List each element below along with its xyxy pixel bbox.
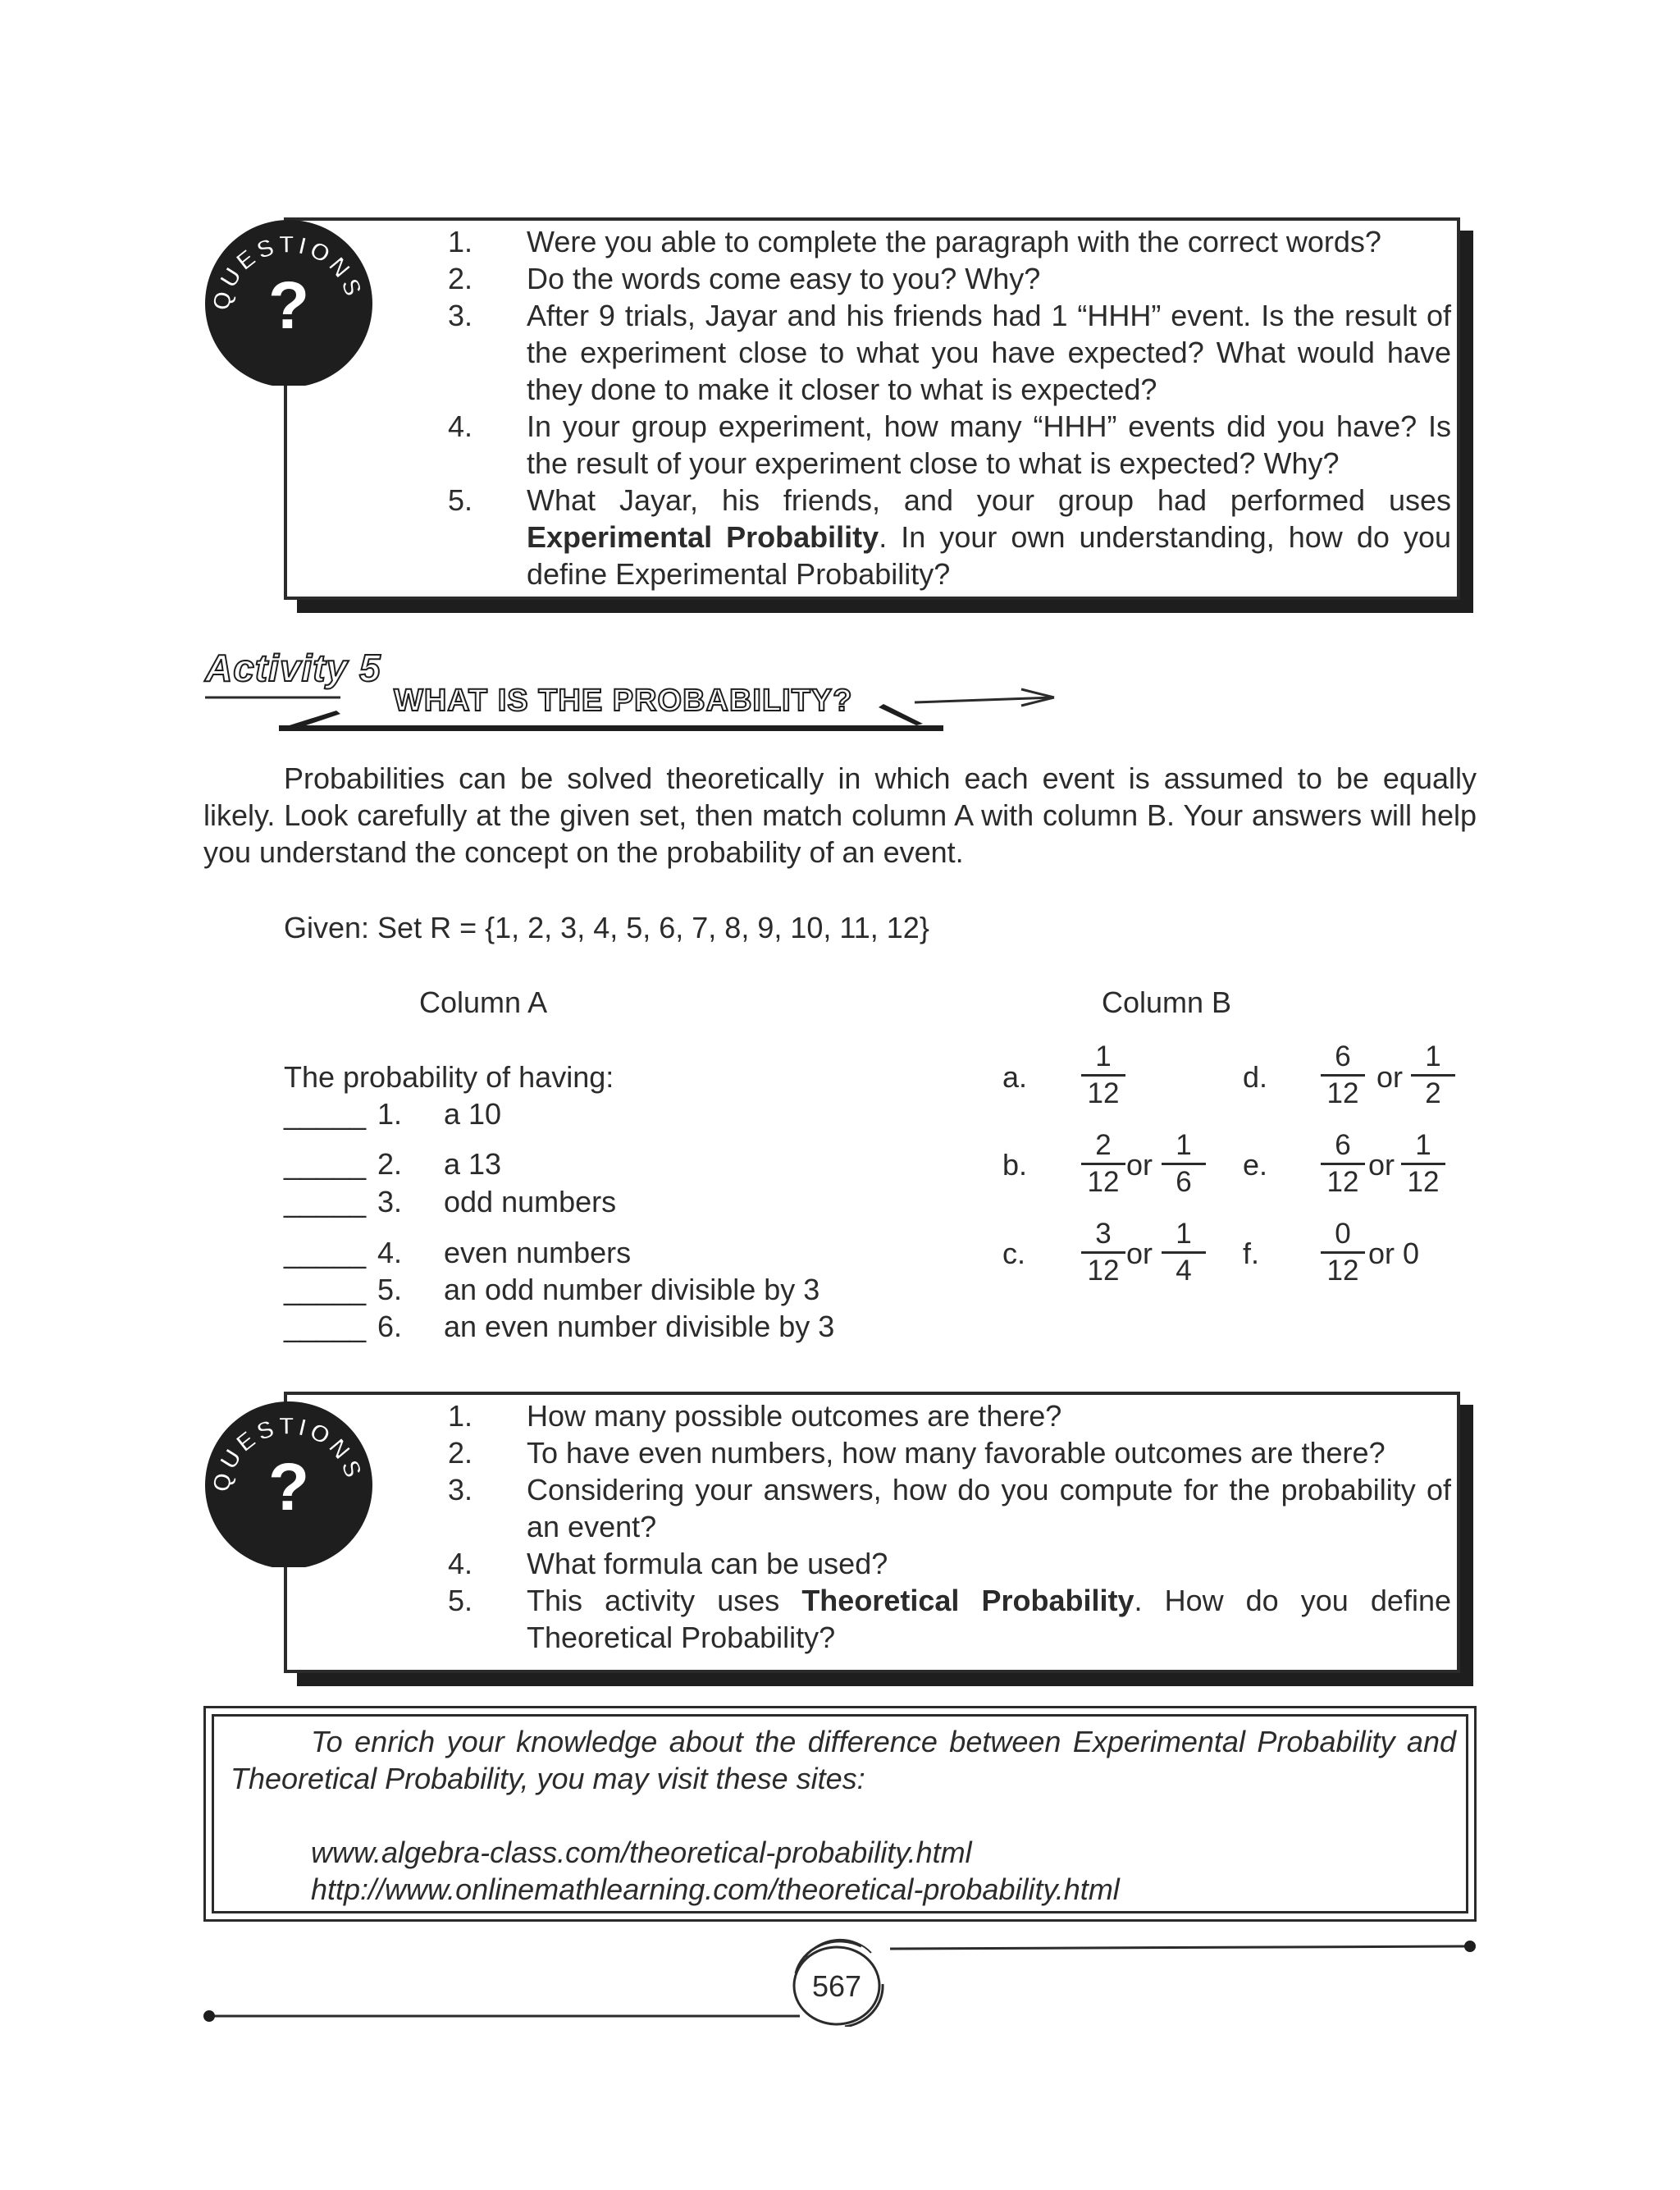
answer-blank[interactable]: _____: [284, 1147, 367, 1181]
fraction: 3 12: [1081, 1218, 1125, 1287]
svg-text:QUESTIONS: QUESTIONS: [208, 231, 368, 313]
question-item: 3. After 9 trials, Jayar and his friends had 1 “HHH” event. Is the result of the experiment close to what you have expected? What would have they done to make it closer to what is expected?: [448, 299, 1451, 406]
activity-title: WHAT IS THE PROBABILITY?: [394, 684, 853, 718]
question-item: 4. In your group experiment, how many “HHH” events did you have? Is the result of your experiment close to what is expected? Why?: [448, 409, 1451, 480]
question-item: 1. Were you able to complete the paragraph with the correct words?: [448, 225, 1381, 258]
enrichment-box: [203, 1706, 1477, 1922]
question-item: 2. To have even numbers, how many favorable outcomes are there?: [448, 1436, 1386, 1470]
answer-blank[interactable]: _____: [284, 1185, 367, 1218]
given-set: Given: Set R = {1, 2, 3, 4, 5, 6, 7, 8, 9, 10, 11, 12}: [284, 911, 929, 944]
svg-text:?: ?: [267, 268, 310, 343]
questions-box-1: [284, 217, 1460, 600]
fraction: 6 12: [1321, 1040, 1365, 1110]
svg-text:QUESTIONS: QUESTIONS: [208, 1412, 368, 1495]
answer-blank[interactable]: _____: [284, 1310, 367, 1343]
fraction: 1 4: [1162, 1218, 1206, 1287]
link-algebra-class[interactable]: www.algebra-class.com/theoretical-probability.html: [311, 1836, 972, 1869]
svg-text:?: ?: [267, 1450, 310, 1525]
question-item: 1. How many possible outcomes are there?: [448, 1399, 1062, 1433]
column-a-lead: The probability of having:: [284, 1060, 614, 1094]
question-item: 3. Considering your answers, how do you compute for the probability of an event?: [448, 1473, 1451, 1543]
question-item: 5. What Jayar, his friends, and your group had performed uses Experimental Probability. In your own understanding, how do you define Experimental Probability?: [448, 483, 1452, 591]
answer-blank[interactable]: _____: [284, 1273, 367, 1306]
question-item: 5. This activity uses Theoretical Probability. How do you define Theoretical Probability?: [448, 1584, 1451, 1654]
activity-header-decoration: [201, 688, 1062, 737]
questions-badge-icon: [197, 205, 377, 386]
question-list-2: [287, 1397, 1457, 1656]
link-onlinemathlearning[interactable]: http://www.onlinemathlearning.com/theoretical-probability.html: [311, 1872, 1120, 1906]
activity-label: Activity 5: [205, 647, 381, 689]
questions-badge-icon: [197, 1387, 377, 1567]
term-experimental-probability: Experimental Probability: [527, 520, 879, 554]
fraction: 1 12: [1401, 1129, 1445, 1199]
answer-blank[interactable]: _____: [284, 1236, 367, 1269]
question-item: 4. What formula can be used?: [448, 1547, 888, 1580]
fraction: 0 12: [1321, 1218, 1365, 1287]
fraction: 1 6: [1162, 1129, 1206, 1199]
enrichment-text: To enrich your knowledge about the difference between Experimental Probability and Theoretical Probability, you may visit these sites:: [231, 1725, 1456, 1795]
column-b-header: Column B: [1102, 985, 1232, 1019]
page-number: 567: [812, 1969, 862, 2003]
intro-paragraph: Probabilities can be solved theoretically in which each event is assumed to be equally likely. Look carefully at the given set, then match column A with column B. Your answers will help you understand the concept on the probability of an event.: [203, 761, 1477, 869]
answer-blank[interactable]: _____: [284, 1097, 367, 1131]
column-a-header: Column A: [419, 985, 548, 1019]
term-theoretical-probability: Theoretical Probability: [801, 1584, 1134, 1617]
fraction: 6 12: [1321, 1129, 1365, 1199]
fraction: 1 12: [1081, 1040, 1125, 1110]
questions-box-2: [284, 1392, 1460, 1673]
question-item: 2. Do the words come easy to you? Why?: [448, 262, 1041, 295]
fraction: 2 12: [1081, 1129, 1125, 1199]
question-list-1: [287, 223, 1457, 592]
fraction: 1 2: [1411, 1040, 1455, 1110]
